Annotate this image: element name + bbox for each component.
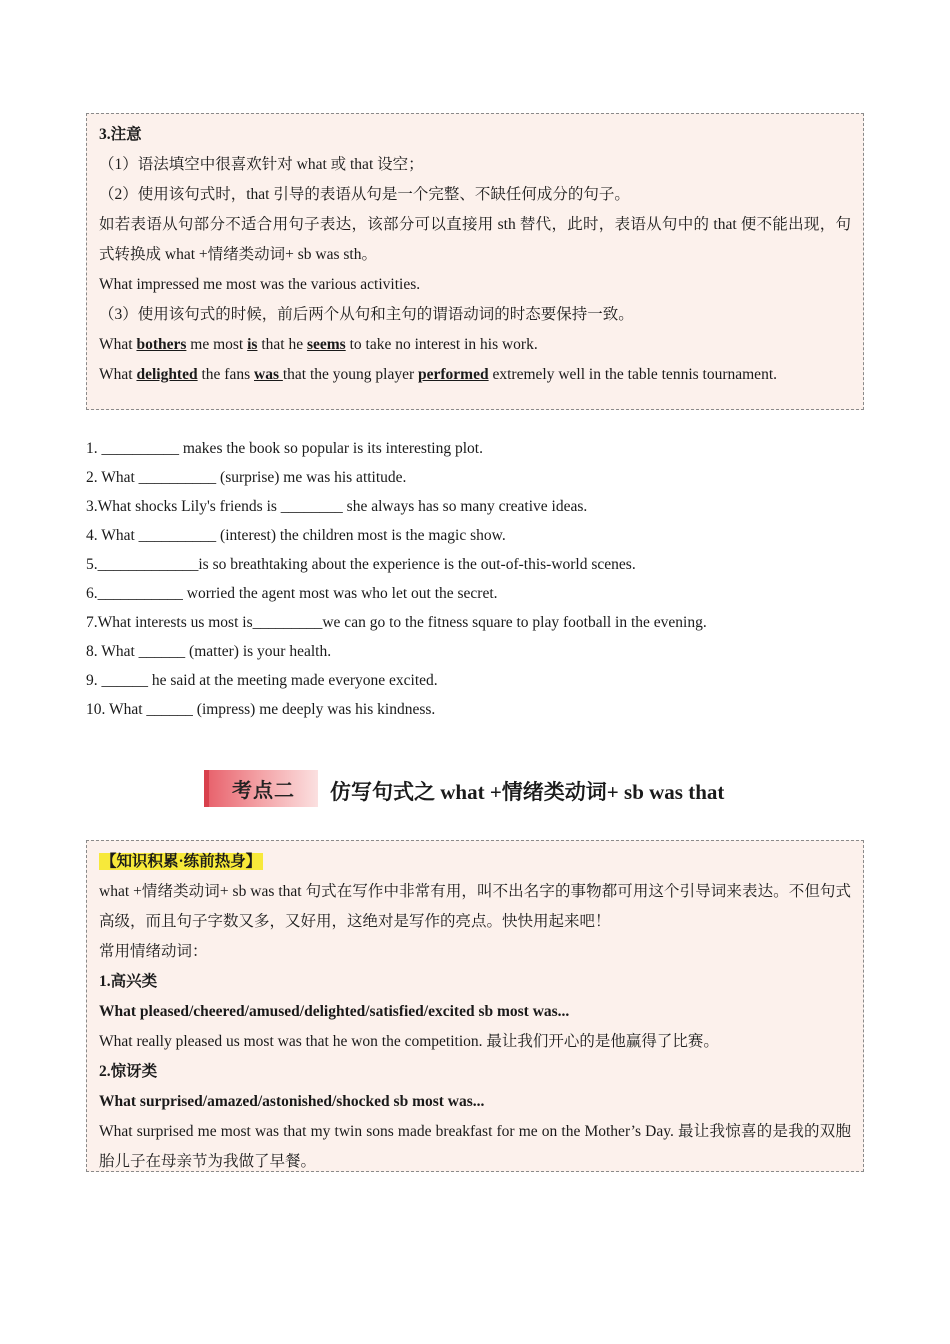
knowledge-intro: what +情绪类动词+ sb was that 句式在写作中非常有用，叫不出名字的事物都可用这个引导词来表达。不但句式高级，而且句子字数又多，又好用，这绝对是写作的亮点。快快用起来吧！ [99,883,851,930]
note-example-2: What delighted the fans was that the young player performed extremely well in the table tennis tournament. [99,366,777,383]
category-surprise: 2.惊讶类 [99,1063,158,1080]
exercise-item: 2. What __________ (surprise) me was his attitude. [86,469,407,486]
category-happy: 1.高兴类 [99,973,158,990]
knowledge-label: 【知识积累·练前热身】 [101,853,262,870]
note-title: 3.注意 [99,126,142,143]
section-tag: 考点二 [204,770,318,807]
note-example-sth: What impressed me most was the various activities. [99,276,421,293]
example-surprise: What surprised me most was that my twin sons made breakfast for me on the Mother’s Day. 最让我惊喜的是我的双胞胎儿子在母亲节为我做了早餐。 [99,1123,851,1170]
exercise-item: 7.What interests us most is_________we can go to the fitness square to play football in the evening. [86,614,707,631]
note-point-3: （3）使用该句式的时候，前后两个从句和主句的谓语动词的时态要保持一致。 [99,306,634,323]
note-point-1: （1）语法填空中很喜欢针对 what 或 that 设空； [99,156,424,173]
example-happy: What really pleased us most was that he won the competition. 最让我们开心的是他赢得了比赛。 [99,1033,719,1050]
exercise-item: 8. What ______ (matter) is your health. [86,643,332,660]
exercise-item: 3.What shocks Lily's friends is ________ she always has so many creative ideas. [86,498,588,515]
note-explanation: 如若表语从句部分不适合用句子表达，该部分可以直接用 sth 替代，此时，表语从句中的 that 便不能出现，句式转换成 what +情绪类动词+ sb was sth。 [99,216,851,263]
knowledge-box [86,840,864,1172]
exercise-item: 5._____________is so breathtaking about the experience is the out-of-this-world scenes. [86,556,636,573]
exercise-item: 4. What __________ (interest) the children most is the magic show. [86,527,506,544]
section-title: 仿写句式之 what +情绪类动词+ sb was that [330,780,725,804]
exercise-item: 6.___________ worried the agent most was who let out the secret. [86,585,498,602]
note-box [86,113,864,410]
exercise-item: 10. What ______ (impress) me deeply was his kindness. [86,701,436,718]
common-verbs-label: 常用情绪动词： [99,943,208,960]
note-point-2: （2）使用该句式时，that 引导的表语从句是一个完整、不缺任何成分的句子。 [99,186,630,203]
exercise-item: 9. ______ he said at the meeting made everyone excited. [86,672,438,689]
pattern-surprise: What surprised/amazed/astonished/shocked sb most was... [99,1093,485,1110]
section-heading [204,770,804,808]
pattern-happy: What pleased/cheered/amused/delighted/satisfied/excited sb most was... [99,1003,570,1020]
exercise-item: 1. __________ makes the book so popular is its interesting plot. [86,440,483,457]
exercise-list [86,434,866,724]
note-example-1: What bothers me most is that he seems to take no interest in his work. [99,336,538,353]
